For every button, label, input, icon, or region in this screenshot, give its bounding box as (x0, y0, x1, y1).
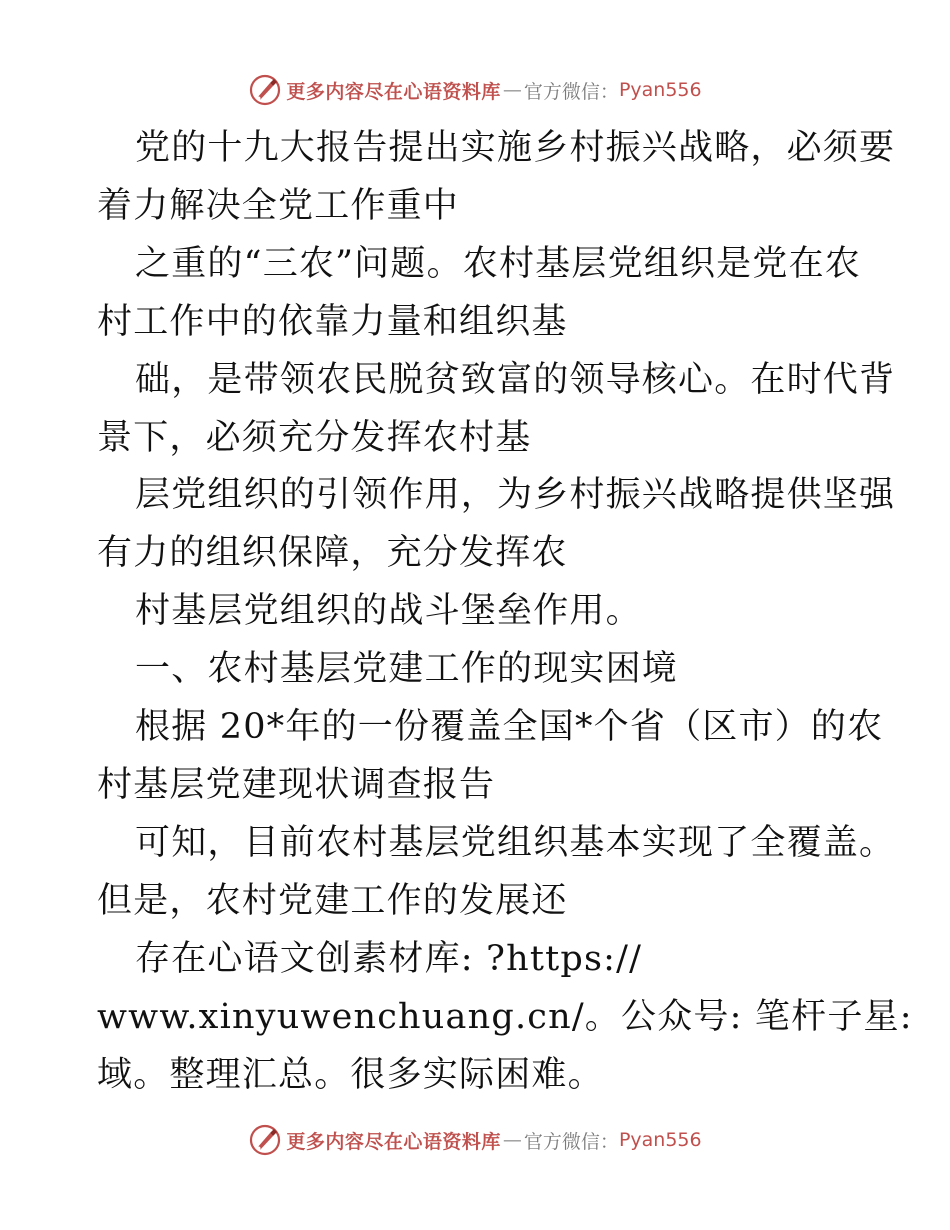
paragraph-line: 础，是带领农民脱贫致富的领导核心。在时代背 (135, 359, 896, 400)
banner-separator: — (502, 79, 522, 101)
paragraph-line: 村工作中的依靠力量和组织基 (97, 301, 568, 342)
section-heading: 一、农村基层党建工作的现实困境 (135, 649, 679, 690)
banner-wechat-id: Pyan556 (618, 79, 702, 101)
paragraph-line: 但是，农村党建工作的发展还 (97, 880, 568, 921)
paragraph-line: 存在心语文创素材库: ?https:// (135, 938, 643, 979)
banner-wechat-label: 官方微信： (523, 1130, 619, 1153)
banner-site-text: 更多内容尽在心语资料库 (286, 80, 501, 103)
banner-wechat-label: 官方微信： (523, 80, 619, 103)
pen-logo-icon (248, 1123, 282, 1157)
banner-wechat-id: Pyan556 (618, 1129, 702, 1151)
paragraph-line: 根据 20*年的一份覆盖全国*个省（区市）的农 (135, 707, 884, 748)
document-body (97, 120, 913, 1104)
banner-site-text: 更多内容尽在心语资料库 (286, 1130, 501, 1153)
paragraph-line: 可知，目前农村基层党组织基本实现了全覆盖。 (135, 822, 896, 863)
header-banner (0, 70, 950, 110)
paragraph-line: 村基层党建现状调查报告 (97, 764, 496, 805)
footer-banner (0, 1120, 950, 1160)
paragraph-line: 域。整理汇总。很多实际困难。 (97, 1054, 604, 1095)
paragraph-line: www.xinyuwenchuang.cn/。公众号: 笔杆子星: (97, 996, 913, 1037)
banner-separator: — (502, 1129, 522, 1151)
paragraph-line: 之重的“三农”问题。农村基层党组织是党在农 (135, 243, 861, 284)
paragraph-line: 着力解决全党工作重中 (97, 185, 460, 226)
paragraph-line: 村基层党组织的战斗堡垒作用。 (135, 591, 642, 632)
paragraph-line: 层党组织的引领作用，为乡村振兴战略提供坚强 (135, 475, 896, 516)
paragraph-line: 景下，必须充分发挥农村基 (97, 417, 532, 458)
paragraph-line: 党的十九大报告提出实施乡村振兴战略，必须要 (135, 128, 896, 168)
pen-logo-icon (248, 73, 282, 107)
paragraph-line: 有力的组织保障，充分发挥农 (97, 533, 568, 574)
